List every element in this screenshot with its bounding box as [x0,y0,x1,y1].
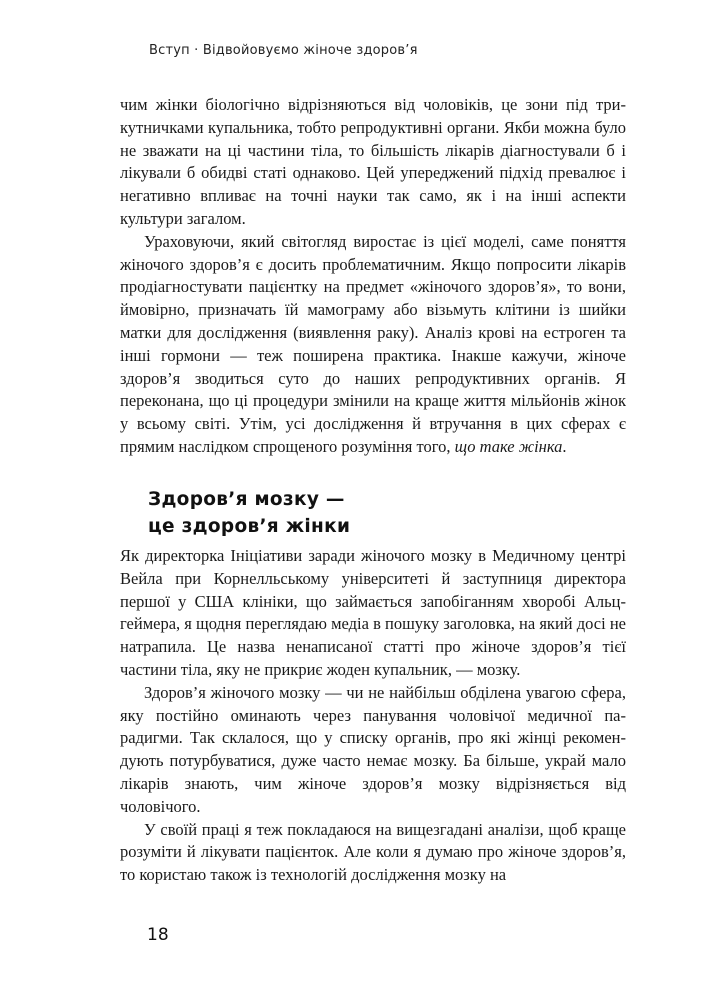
paragraph-research: У своїй праці я теж покладаюся на вищезгадані аналізи, щоб краще розуміти й лікувати пацієнток. Але коли я думаю про жіноче здоров’я, то користаю також із технологій дослідження мозку на [120,819,626,885]
section-text-block [120,545,626,887]
paragraph-brain-health: Здоров’я жіночого мозку — чи не найбільш обділена увагою сфера, яку постійно оминають через панування чоловічої медичної парадигми. Так склалося, що у списку органів, про які жінці рекомендують потурбуватися, дуже часто немає мозку. Ба більше, украй мало лікарів знають, чим жіноче здоров’я мозку відрізняється від чоловічого. [120,682,626,816]
page-number: 18 [147,925,169,945]
paragraph-womens-health-concept [120,231,626,459]
section-heading [148,486,350,540]
paragraph-director: Як директорка Ініціативи заради жіночого мозку в Медичному центрі Вейла при Корнелльському університеті й заступниця директора першої у США клініки, що займається запобіганням хворобі Альцгеймера, я щодня переглядаю медіа в пошуку заголовка, на який досі не натрапила. Це назва ненаписаної статті про жіноче здоров’я тієї частини тіла, яку не прикриє жоден купальник, — мозку. [120,546,626,679]
paragraph-text: Ураховуючи, який світогляд виростає із цієї моделі, саме поняття жіночого здоров’я є досить проблематичним. Якщо попросити лікарів продіагностувати пацієнтку на предмет «жіночого здоров’я», то вони, ймовірно, призначать їй мамограму або візьмуть клітини із шийки матки для дослідження (виявлення раку). Аналіз крові на естроген та інші гормони — теж поширена практика. Інакше кажучи, жіноче здоров’я зводиться суто до наших репродуктивних органів. Я переконана, що ці процедури змінили на краще життя мільйонів жінок у всьому світі. Утім, усі дослідження й втручання в цих сферах є прямим наслідком спрощеного розуміння того, [120,231,626,456]
intro-text-block [120,94,626,459]
paragraph-end: . [562,436,567,456]
italic-phrase: що таке жінка [454,436,563,456]
section-heading-line-2: це здоров’я жінки [148,516,351,537]
section-heading-line-1: Здоров’я мозку — [148,489,345,510]
running-head: Вступ · Відвойовуємо жіноче здоров’я [149,43,418,58]
paragraph-continued: чим жінки біологічно відрізняються від чоловіків, це зони під трикутничками купальника, тобто репродуктивні органи. Якби можна було не зважати на ці частини тіла, то більшість лікарів діагностували б і лікували б обидві статі однаково. Цей упереджений підхід превалює і негативно впливає на точні науки так само, як і на інші аспекти культури загалом. [120,95,626,228]
